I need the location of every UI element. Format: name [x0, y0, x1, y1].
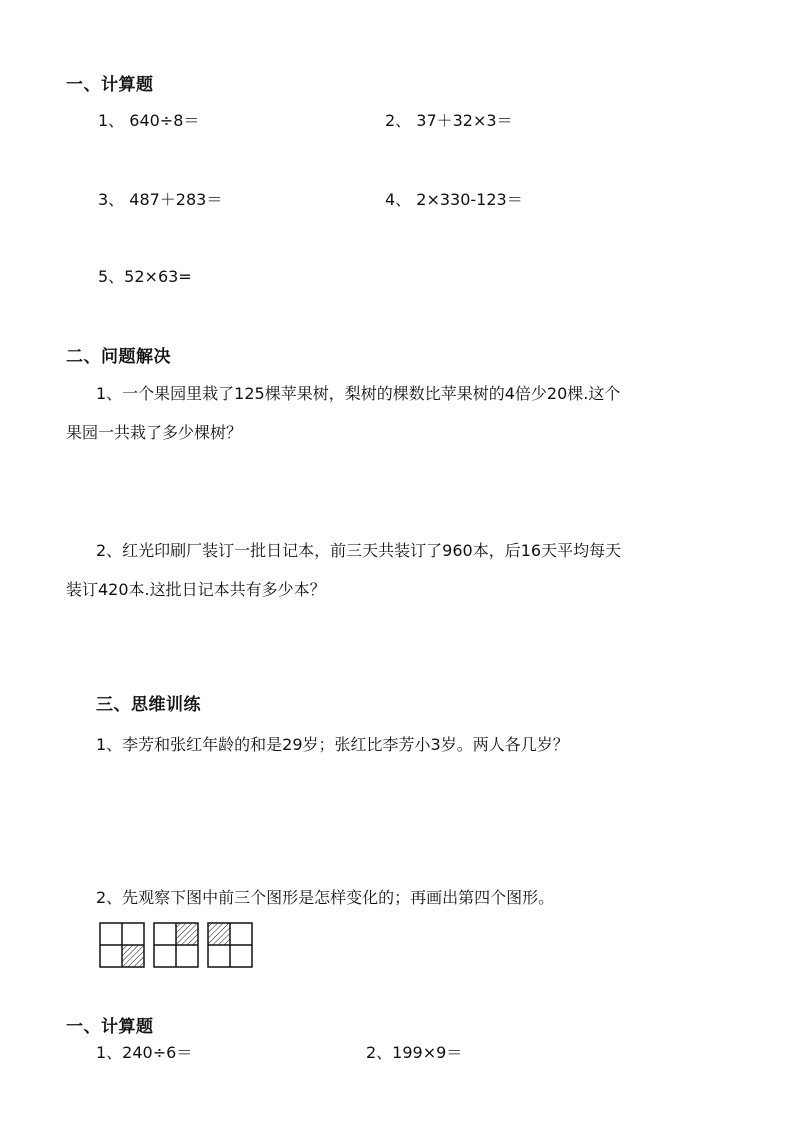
problem-2-line-1: 2、红光印刷厂装订一批日记本，前三天共装订了960本，后16天平均每天: [96, 541, 622, 560]
section-heading-thinking: 三、思维训练: [96, 695, 201, 715]
problem-1-line-1: 1、一个果园里栽了125棵苹果树，梨树的棵数比苹果树的4倍少20棵.这个: [96, 384, 621, 403]
section-heading-calc: 一、计算题: [66, 75, 154, 95]
calc2-item-2: 2、199×9＝: [366, 1043, 463, 1062]
section-heading-calc-2: 一、计算题: [66, 1017, 154, 1037]
calc-item-1: 1、 640÷8＝: [98, 111, 200, 130]
calc-item-4: 4、 2×330-123＝: [385, 190, 523, 209]
calc-item-3: 3、 487＋283＝: [98, 190, 223, 209]
pattern-figure-2: [153, 922, 199, 968]
calc-item-5: 5、52×63=: [98, 267, 192, 286]
calc-item-2: 2、 37＋32×3＝: [385, 111, 513, 130]
pattern-figure-1: [99, 922, 145, 968]
pattern-figure-3: [207, 922, 253, 968]
problem-1-line-2: 果园一共栽了多少棵树？: [66, 423, 243, 442]
calc2-item-1: 1、240÷6＝: [96, 1043, 193, 1062]
section-heading-problems: 二、问题解决: [66, 347, 171, 367]
problem-2-line-2: 装订420本.这批日记本共有多少本？: [66, 580, 326, 599]
thinking-problem-2: 2、先观察下图中前三个图形是怎样变化的；再画出第四个图形。: [96, 888, 555, 907]
thinking-problem-1: 1、李芳和张红年龄的和是29岁；张红比李芳小3岁。两人各几岁？: [96, 735, 569, 754]
